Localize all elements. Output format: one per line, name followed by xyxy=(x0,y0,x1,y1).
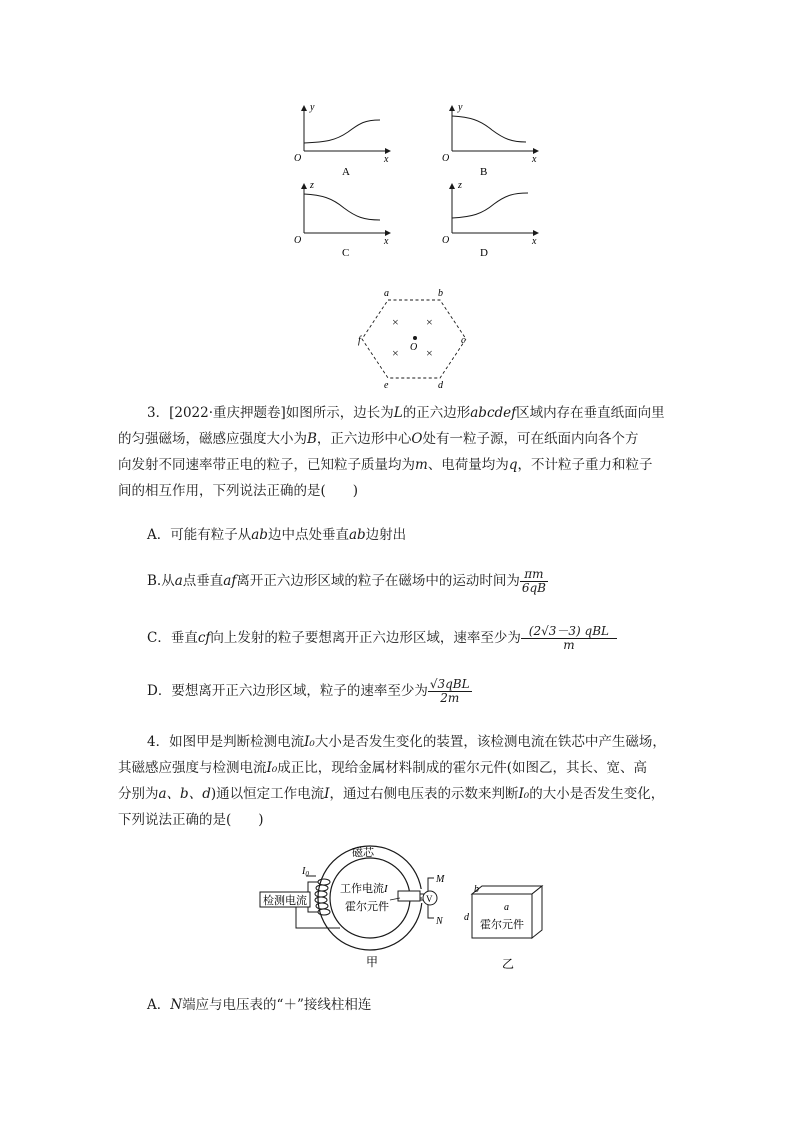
q3-option-b-fraction: $\frac{\pi m}{6qB}$ xyxy=(521,567,546,595)
q3-line-1: 3．[2022·重庆押题卷]如图所示，边长为L的正六边形abcdef区域内存在垂直纸面向里 xyxy=(147,405,665,421)
m-terminal: M xyxy=(436,874,445,885)
block-side xyxy=(532,886,542,938)
q3-option-d: D．要想离开正六边形区域，粒子的速率至少为 $\frac{\text{√3qBL}}{2m}$ xyxy=(147,677,470,705)
graph-c-curve xyxy=(304,194,380,220)
i0-label: $I_0$ xyxy=(302,866,309,878)
vertex-c: c xyxy=(461,335,466,346)
n-terminal: N xyxy=(436,916,443,927)
field-mark-4: × xyxy=(426,346,433,360)
graph-c-label: C xyxy=(342,247,350,258)
graph-b-label: B xyxy=(480,166,488,178)
field-mark-2: × xyxy=(426,315,433,329)
q3-option-c-fraction: $\frac{\text{(2√3－3) qBL}}{m}$ xyxy=(521,625,617,652)
q4-line-2: 其磁感应强度与检测电流I₀成正比，现给金属材料制成的霍尔元件(如图乙，其长、宽、高 xyxy=(118,760,648,776)
q3-option-a: A．可能有粒子从ab边中点处垂直ab边射出 xyxy=(147,527,407,543)
figure-yi xyxy=(462,880,562,975)
coil-windings xyxy=(315,879,330,915)
graph-c-xlabel: x xyxy=(384,236,389,247)
q3-line-4: 间的相互作用，下列说法正确的是( ) xyxy=(118,483,359,499)
graph-a-ylabel: y xyxy=(310,102,315,113)
dim-a: a xyxy=(504,902,509,913)
graph-a-xlabel: x xyxy=(384,154,389,165)
hall-label: 霍尔元件 xyxy=(345,901,389,913)
center-label: O xyxy=(410,342,418,353)
voltmeter-label: V xyxy=(426,894,433,904)
graph-d xyxy=(442,180,538,258)
q3-option-d-fraction: $\frac{\text{√3qBL}}{2m}$ xyxy=(429,677,470,705)
vertex-b: b xyxy=(438,288,443,299)
graph-b-xlabel: x xyxy=(532,154,537,165)
graph-set xyxy=(280,98,540,258)
vertex-e: e xyxy=(384,380,389,390)
hexagon-figure xyxy=(352,286,478,390)
q3-line-2: 的匀强磁场，磁感应强度大小为B，正六边形中心O处有一粒子源，可在纸面内向各个方 xyxy=(118,431,639,447)
field-mark-3: × xyxy=(392,346,399,360)
graph-a xyxy=(294,102,390,178)
graph-b-origin: O xyxy=(442,153,450,164)
center-dot xyxy=(413,336,417,340)
graph-d-ylabel: z xyxy=(458,180,462,191)
graph-a-curve xyxy=(304,120,380,143)
graph-d-xlabel: x xyxy=(532,236,537,247)
hall-element-small xyxy=(398,891,420,901)
block-label: 霍尔元件 xyxy=(480,919,524,931)
figure-jia-caption: 甲 xyxy=(366,955,379,969)
core-label: 磁芯 xyxy=(352,847,374,859)
dim-d: d xyxy=(464,912,469,923)
q4-line-4: 下列说法正确的是( ) xyxy=(118,812,264,828)
q4-line-1: 4．如图甲是判断检测电流I₀大小是否发生变化的装置，该检测电流在铁芯中产生磁场， xyxy=(147,734,666,750)
detect-label: 检测电流 xyxy=(263,895,307,907)
work-current-label: 工作电流I xyxy=(340,883,388,895)
graph-a-label: A xyxy=(342,166,350,178)
graph-a-origin: O xyxy=(294,153,302,164)
graph-d-curve xyxy=(452,193,528,218)
graph-b-curve xyxy=(452,116,526,142)
q4-line-3: 分别为a、b、d)通以恒定工作电流I，通过右侧电压表的示数来判断I₀的大小是否发生变化， xyxy=(118,786,665,802)
block-top xyxy=(472,886,542,894)
dim-b: b xyxy=(474,884,479,895)
vertex-f: f xyxy=(358,335,361,346)
graph-b-ylabel: y xyxy=(458,102,463,113)
graph-c xyxy=(294,180,390,258)
field-mark-1: × xyxy=(392,315,399,329)
figure-jia xyxy=(258,842,458,972)
graph-c-origin: O xyxy=(294,235,302,246)
vertex-d: d xyxy=(438,380,443,390)
block-front xyxy=(472,894,532,938)
graph-d-label: D xyxy=(480,247,488,258)
q3-option-c: C．垂直cf向上发射的粒子要想离开正六边形区域，速率至少为 $\frac{\text{(2√3－3) qBL}}{m}$ xyxy=(147,625,617,652)
graph-d-origin: O xyxy=(442,235,450,246)
vertex-a: a xyxy=(384,288,389,299)
graph-b xyxy=(442,102,538,178)
q3-line-3: 向发射不同速率带正电的粒子，已知粒子质量均为m、电荷量均为q，不计粒子重力和粒子 xyxy=(118,457,653,473)
q3-option-b: B.从a点垂直af离开正六边形区域的粒子在磁场中的运动时间为 $\frac{\pi m}{6qB}$ xyxy=(147,567,546,595)
q4-option-a: A．N端应与电压表的“＋”接线柱相连 xyxy=(147,997,372,1013)
figure-yi-caption: 乙 xyxy=(502,957,515,971)
graph-c-ylabel: z xyxy=(310,180,314,191)
